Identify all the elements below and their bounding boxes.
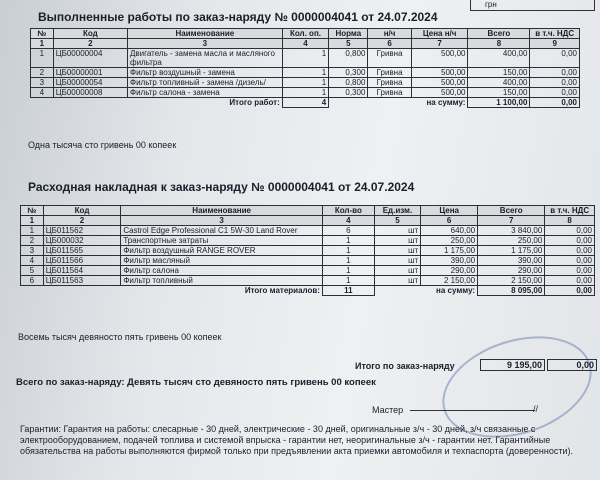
works-col-number-row bbox=[31, 39, 580, 49]
works-col-number: 4 bbox=[282, 39, 328, 49]
works-col-number: 2 bbox=[53, 39, 127, 49]
works-col-number: 9 bbox=[530, 39, 580, 49]
grand-total-value: 9 195,00 bbox=[480, 359, 545, 371]
materials-table bbox=[20, 205, 595, 296]
grand-total-vat: 0,00 bbox=[547, 359, 597, 371]
works-sum-vat: 0,00 bbox=[530, 98, 580, 108]
row-vat: 0,00 bbox=[545, 226, 595, 236]
row-price: 2 150,00 bbox=[421, 276, 478, 286]
table-row bbox=[21, 226, 595, 236]
row-code: ЦБ00000004 bbox=[53, 49, 127, 68]
works-col-header: Цена н/ч bbox=[411, 29, 468, 39]
materials-sum-label: на сумму: bbox=[436, 286, 476, 295]
row-qty: 1 bbox=[322, 266, 374, 276]
works-total-label: Итого работ: bbox=[229, 98, 280, 107]
row-norm: 0,800 bbox=[329, 78, 368, 88]
row-code: ЦБ011565 bbox=[43, 246, 121, 256]
grand-total-in-words: Всего по заказ-наряду: Девять тысяч сто девяносто пять гривень 00 копеек bbox=[16, 377, 376, 388]
row-total: 1 175,00 bbox=[478, 246, 545, 256]
row-unit: Гривна bbox=[368, 49, 411, 68]
materials-col-header: Ед.изм. bbox=[374, 206, 421, 216]
warranty-text: Гарантии: Гарантия на работы: слесарные - 30 дней, электрические - 30 дней, оригинальные з/ч - 30 дней, з/ч связанные с электрооборудованием, подачей топлива и системой впрыска - гарантии нет, неоригинальные з/ч - гарантии нет. Гарантийные обязательства на работы выполняются фирмой только при предъявлении акта приемки автомобиля и техпаспорта (доверенности). bbox=[20, 424, 573, 456]
currency-box bbox=[470, 0, 595, 11]
row-code: ЦБ00000001 bbox=[53, 68, 127, 78]
materials-total-label: Итого материалов: bbox=[244, 286, 320, 295]
row-price: 500,00 bbox=[411, 49, 468, 68]
row-code: ЦБ00000008 bbox=[53, 88, 127, 98]
works-total-row bbox=[31, 98, 580, 108]
works-col-header: Наименование bbox=[127, 29, 282, 39]
materials-col-header: № bbox=[21, 206, 44, 216]
row-vat: 0,00 bbox=[545, 256, 595, 266]
row-name: Двигатель - замена масла и масляного фильтра bbox=[127, 49, 282, 68]
row-vat: 0,00 bbox=[530, 88, 580, 98]
row-total: 2 150,00 bbox=[478, 276, 545, 286]
materials-sum-value: 8 095,00 bbox=[478, 286, 545, 296]
row-total: 400,00 bbox=[468, 49, 530, 68]
materials-col-header: Код bbox=[43, 206, 121, 216]
works-table bbox=[30, 28, 580, 108]
signature-line bbox=[410, 410, 535, 411]
row-code: ЦБ011563 bbox=[43, 276, 121, 286]
row-number: 2 bbox=[31, 68, 54, 78]
table-row bbox=[21, 266, 595, 276]
row-vat: 0,00 bbox=[545, 236, 595, 246]
row-unit: Гривна bbox=[368, 88, 411, 98]
grand-total-label: Итого по заказ-наряду bbox=[355, 361, 455, 371]
materials-col-number: 2 bbox=[43, 216, 121, 226]
row-norm: 0,300 bbox=[329, 68, 368, 78]
row-vat: 0,00 bbox=[545, 246, 595, 256]
works-col-number: 3 bbox=[127, 39, 282, 49]
row-norm: 0,300 bbox=[329, 88, 368, 98]
table-row bbox=[21, 236, 595, 246]
materials-col-number-row bbox=[21, 216, 595, 226]
row-unit: Гривна bbox=[368, 78, 411, 88]
works-col-header: Код bbox=[53, 29, 127, 39]
row-number: 3 bbox=[31, 78, 54, 88]
works-col-number: 7 bbox=[411, 39, 468, 49]
row-number: 3 bbox=[21, 246, 44, 256]
works-title: Выполненные работы по заказ-наряду № 0000004041 от 24.07.2024 bbox=[38, 10, 438, 24]
works-total-qty: 4 bbox=[282, 98, 328, 108]
table-row bbox=[21, 256, 595, 266]
works-col-header: Норма bbox=[329, 29, 368, 39]
row-price: 500,00 bbox=[411, 68, 468, 78]
row-qty: 1 bbox=[282, 88, 328, 98]
row-vat: 0,00 bbox=[530, 68, 580, 78]
row-unit: шт bbox=[374, 276, 421, 286]
row-total: 250,00 bbox=[478, 236, 545, 246]
row-name: Фильтр топливный bbox=[121, 276, 323, 286]
row-code: ЦБ011564 bbox=[43, 266, 121, 276]
row-vat: 0,00 bbox=[530, 49, 580, 68]
works-header-row bbox=[31, 29, 580, 39]
row-norm: 0,800 bbox=[329, 49, 368, 68]
row-qty: 1 bbox=[322, 246, 374, 256]
row-qty: 1 bbox=[282, 49, 328, 68]
table-row bbox=[31, 68, 580, 78]
materials-col-header: Всего bbox=[478, 206, 545, 216]
row-unit: шт bbox=[374, 226, 421, 236]
row-qty: 6 bbox=[322, 226, 374, 236]
materials-col-number: 1 bbox=[21, 216, 44, 226]
row-number: 6 bbox=[21, 276, 44, 286]
row-vat: 0,00 bbox=[545, 266, 595, 276]
row-total: 290,00 bbox=[478, 266, 545, 276]
row-number: 1 bbox=[21, 226, 44, 236]
row-number: 5 bbox=[21, 266, 44, 276]
works-sum-value: 1 100,00 bbox=[468, 98, 530, 108]
materials-col-header: Цена bbox=[421, 206, 478, 216]
materials-title: Расходная накладная к заказ-наряду № 0000004041 от 24.07.2024 bbox=[28, 180, 415, 194]
row-unit: Гривна bbox=[368, 68, 411, 78]
row-total: 390,00 bbox=[478, 256, 545, 266]
materials-col-header: в т.ч. НДС bbox=[545, 206, 595, 216]
materials-col-number: 7 bbox=[478, 216, 545, 226]
row-name: Фильтр топливный - замена /дизель/ bbox=[127, 78, 282, 88]
row-unit: шт bbox=[374, 266, 421, 276]
row-total: 400,00 bbox=[468, 78, 530, 88]
row-price: 250,00 bbox=[421, 236, 478, 246]
row-number: 4 bbox=[31, 88, 54, 98]
row-code: ЦБ00000054 bbox=[53, 78, 127, 88]
works-col-number: 1 bbox=[31, 39, 54, 49]
row-qty: 1 bbox=[322, 256, 374, 266]
row-vat: 0,00 bbox=[530, 78, 580, 88]
table-row bbox=[21, 276, 595, 286]
materials-col-number: 8 bbox=[545, 216, 595, 226]
row-qty: 1 bbox=[322, 236, 374, 246]
currency-label: грн bbox=[485, 0, 497, 9]
materials-col-number: 3 bbox=[121, 216, 323, 226]
row-number: 4 bbox=[21, 256, 44, 266]
materials-header-row bbox=[21, 206, 595, 216]
row-name: Фильтр салона bbox=[121, 266, 323, 276]
works-col-header: в т.ч. НДС bbox=[530, 29, 580, 39]
works-col-number: 6 bbox=[368, 39, 411, 49]
row-code: ЦБ000032 bbox=[43, 236, 121, 246]
materials-total-qty: 11 bbox=[322, 286, 374, 296]
works-col-header: Всего bbox=[468, 29, 530, 39]
works-col-header: Кол. оп. bbox=[282, 29, 328, 39]
row-price: 500,00 bbox=[411, 78, 468, 88]
materials-sum-vat: 0,00 bbox=[545, 286, 595, 296]
master-label: Мастер bbox=[372, 405, 404, 415]
row-unit: шт bbox=[374, 236, 421, 246]
materials-col-header: Наименование bbox=[121, 206, 323, 216]
row-price: 640,00 bbox=[421, 226, 478, 236]
materials-col-number: 5 bbox=[374, 216, 421, 226]
row-total: 150,00 bbox=[468, 88, 530, 98]
table-row bbox=[31, 88, 580, 98]
row-price: 1 175,00 bbox=[421, 246, 478, 256]
materials-col-number: 6 bbox=[421, 216, 478, 226]
master-mark: // bbox=[533, 404, 539, 414]
table-row bbox=[31, 49, 580, 68]
row-name: Фильтр салона - замена bbox=[127, 88, 282, 98]
materials-total-row bbox=[21, 286, 595, 296]
table-row bbox=[31, 78, 580, 88]
materials-col-number: 4 bbox=[322, 216, 374, 226]
works-col-header: н/ч bbox=[368, 29, 411, 39]
works-in-words: Одна тысяча сто гривень 00 копеек bbox=[28, 140, 177, 150]
row-unit: шт bbox=[374, 256, 421, 266]
row-vat: 0,00 bbox=[545, 276, 595, 286]
row-name: Фильтр масляный bbox=[121, 256, 323, 266]
row-code: ЦБ011562 bbox=[43, 226, 121, 236]
materials-in-words: Восемь тысяч девяносто пять гривень 00 копеек bbox=[18, 332, 222, 342]
row-unit: шт bbox=[374, 246, 421, 256]
row-qty: 1 bbox=[322, 276, 374, 286]
row-name: Транспортные затраты bbox=[121, 236, 323, 246]
works-col-number: 8 bbox=[468, 39, 530, 49]
row-price: 500,00 bbox=[411, 88, 468, 98]
row-code: ЦБ011566 bbox=[43, 256, 121, 266]
row-qty: 1 bbox=[282, 68, 328, 78]
row-name: Фильтр воздушный - замена bbox=[127, 68, 282, 78]
row-total: 3 840,00 bbox=[478, 226, 545, 236]
works-sum-label: на сумму: bbox=[426, 98, 466, 107]
table-row bbox=[21, 246, 595, 256]
row-price: 290,00 bbox=[421, 266, 478, 276]
works-col-header: № bbox=[31, 29, 54, 39]
works-col-number: 5 bbox=[329, 39, 368, 49]
row-total: 150,00 bbox=[468, 68, 530, 78]
materials-col-header: Кол-во bbox=[322, 206, 374, 216]
row-name: Castrol Edge Professional C1 5W-30 Land Rover bbox=[121, 226, 323, 236]
row-name: Фильтр воздушный RANGE ROVER bbox=[121, 246, 323, 256]
row-qty: 1 bbox=[282, 78, 328, 88]
row-number: 1 bbox=[31, 49, 54, 68]
row-price: 390,00 bbox=[421, 256, 478, 266]
row-number: 2 bbox=[21, 236, 44, 246]
